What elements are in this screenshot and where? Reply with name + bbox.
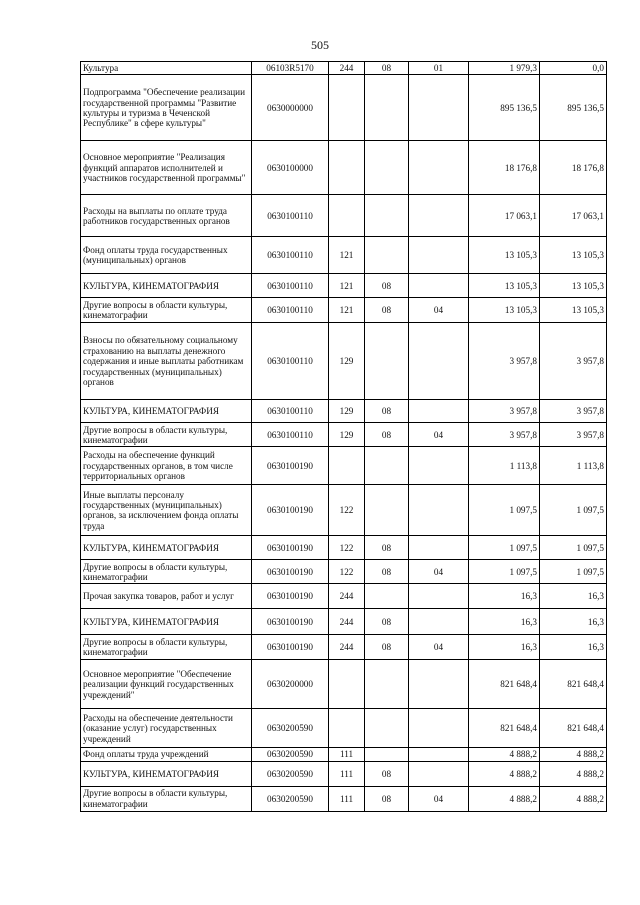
row-pr: 04	[409, 635, 469, 660]
row-pr	[409, 660, 469, 709]
row-sum2: 3 957,8	[540, 423, 607, 447]
row-vr: 244	[329, 635, 365, 660]
row-sum1: 4 888,2	[469, 748, 540, 761]
row-rz	[365, 323, 409, 400]
row-csr: 0630000000	[252, 75, 329, 141]
row-vr	[329, 141, 365, 195]
row-rz	[365, 75, 409, 141]
row-csr: 0630100110	[252, 323, 329, 400]
row-name: КУЛЬТУРА, КИНЕМАТОГРАФИЯ	[81, 609, 252, 635]
row-csr: 0630200000	[252, 660, 329, 709]
row-vr: 244	[329, 584, 365, 609]
row-rz	[365, 237, 409, 274]
row-pr	[409, 400, 469, 423]
row-sum1: 18 176,8	[469, 141, 540, 195]
row-sum2: 1 113,8	[540, 447, 607, 485]
row-sum1: 1 097,5	[469, 560, 540, 584]
row-vr: 244	[329, 62, 365, 75]
row-sum1: 1 097,5	[469, 485, 540, 536]
row-sum2: 0,0	[540, 62, 607, 75]
budget-table-body	[81, 62, 607, 812]
row-pr	[409, 536, 469, 560]
row-sum2: 4 888,2	[540, 761, 607, 786]
row-pr: 04	[409, 560, 469, 584]
row-sum1: 16,3	[469, 635, 540, 660]
row-sum2: 13 105,3	[540, 298, 607, 323]
row-rz	[365, 141, 409, 195]
row-rz: 08	[365, 423, 409, 447]
row-vr	[329, 709, 365, 748]
row-pr	[409, 584, 469, 609]
row-pr	[409, 447, 469, 485]
row-sum2: 3 957,8	[540, 400, 607, 423]
row-vr: 121	[329, 298, 365, 323]
row-csr: 0630100110	[252, 274, 329, 298]
table-row	[81, 274, 607, 298]
row-sum1: 4 888,2	[469, 786, 540, 811]
row-name: Иные выплаты персоналу государственных (муниципальных) органов, за исключением фонда оплаты труда	[81, 485, 252, 536]
row-name: Расходы на выплаты по оплате труда работников государственных органов	[81, 195, 252, 237]
row-sum1: 17 063,1	[469, 195, 540, 237]
row-sum2: 18 176,8	[540, 141, 607, 195]
table-row	[81, 748, 607, 761]
row-sum2: 16,3	[540, 609, 607, 635]
row-rz: 08	[365, 298, 409, 323]
row-pr: 04	[409, 423, 469, 447]
row-csr: 0630100110	[252, 195, 329, 237]
row-csr: 0630100190	[252, 447, 329, 485]
row-pr	[409, 195, 469, 237]
row-vr: 122	[329, 536, 365, 560]
row-pr: 04	[409, 298, 469, 323]
row-sum1: 3 957,8	[469, 400, 540, 423]
table-row	[81, 709, 607, 748]
row-csr: 0630100190	[252, 584, 329, 609]
row-vr	[329, 660, 365, 709]
row-sum1: 13 105,3	[469, 274, 540, 298]
row-name: КУЛЬТУРА, КИНЕМАТОГРАФИЯ	[81, 536, 252, 560]
row-sum1: 1 113,8	[469, 447, 540, 485]
row-sum1: 895 136,5	[469, 75, 540, 141]
row-sum2: 1 097,5	[540, 560, 607, 584]
row-sum2: 4 888,2	[540, 748, 607, 761]
row-vr: 129	[329, 423, 365, 447]
row-vr: 122	[329, 560, 365, 584]
row-rz	[365, 584, 409, 609]
row-pr: 04	[409, 786, 469, 811]
row-pr	[409, 748, 469, 761]
row-name: Фонд оплаты труда учреждений	[81, 748, 252, 761]
row-sum2: 821 648,4	[540, 709, 607, 748]
table-row	[81, 75, 607, 141]
row-name: Другие вопросы в области культуры, кинематографии	[81, 423, 252, 447]
page-number: 505	[311, 38, 329, 52]
row-rz: 08	[365, 635, 409, 660]
row-pr	[409, 323, 469, 400]
row-name: Другие вопросы в области культуры, кинематографии	[81, 786, 252, 811]
row-sum2: 3 957,8	[540, 323, 607, 400]
row-name: Другие вопросы в области культуры, кинематографии	[81, 635, 252, 660]
row-vr: 122	[329, 485, 365, 536]
row-vr	[329, 447, 365, 485]
row-csr: 0630100110	[252, 237, 329, 274]
row-csr: 0630100110	[252, 400, 329, 423]
row-sum1: 821 648,4	[469, 660, 540, 709]
table-row	[81, 485, 607, 536]
row-sum2: 16,3	[540, 635, 607, 660]
row-rz: 08	[365, 62, 409, 75]
row-name: Основное мероприятие "Обеспечение реализации функций государственных учреждений"	[81, 660, 252, 709]
row-pr	[409, 274, 469, 298]
row-rz: 08	[365, 536, 409, 560]
row-csr: 0630100190	[252, 609, 329, 635]
row-rz	[365, 485, 409, 536]
row-csr: 0630200590	[252, 709, 329, 748]
row-csr: 0630100190	[252, 635, 329, 660]
row-sum1: 1 979,3	[469, 62, 540, 75]
table-row	[81, 536, 607, 560]
row-sum1: 3 957,8	[469, 323, 540, 400]
row-name: Подпрограмма "Обеспечение реализации государственной программы "Развитие культуры и туризма в Чеченской Республике" в сфере культуры"	[81, 75, 252, 141]
row-pr	[409, 709, 469, 748]
row-csr: 0630100110	[252, 298, 329, 323]
table-row	[81, 400, 607, 423]
row-csr: 0630100190	[252, 560, 329, 584]
row-rz: 08	[365, 761, 409, 786]
row-rz: 08	[365, 560, 409, 584]
row-vr	[329, 195, 365, 237]
row-name: КУЛЬТУРА, КИНЕМАТОГРАФИЯ	[81, 761, 252, 786]
row-sum2: 16,3	[540, 584, 607, 609]
row-rz	[365, 660, 409, 709]
row-name: Другие вопросы в области культуры, кинематографии	[81, 298, 252, 323]
row-csr: 0630100110	[252, 423, 329, 447]
row-rz: 08	[365, 274, 409, 298]
row-vr: 129	[329, 323, 365, 400]
table-row	[81, 323, 607, 400]
table-row	[81, 237, 607, 274]
row-pr	[409, 761, 469, 786]
row-sum1: 13 105,3	[469, 298, 540, 323]
table-row	[81, 560, 607, 584]
table-row	[81, 786, 607, 811]
row-name: Основное мероприятие "Реализация функций аппаратов исполнителей и участников государственной программы"	[81, 141, 252, 195]
row-csr: 0630200590	[252, 761, 329, 786]
table-row	[81, 423, 607, 447]
row-vr: 129	[329, 400, 365, 423]
row-name: Расходы на обеспечение функций государственных органов, в том числе территориальных органов	[81, 447, 252, 485]
row-sum2: 4 888,2	[540, 786, 607, 811]
row-pr	[409, 237, 469, 274]
row-vr: 111	[329, 761, 365, 786]
row-name: Расходы на обеспечение деятельности (оказание услуг) государственных учреждений	[81, 709, 252, 748]
row-sum1: 13 105,3	[469, 237, 540, 274]
row-csr: 0630100190	[252, 536, 329, 560]
row-vr: 111	[329, 748, 365, 761]
row-csr: 0630100000	[252, 141, 329, 195]
table-row	[81, 584, 607, 609]
row-sum2: 13 105,3	[540, 237, 607, 274]
row-pr	[409, 141, 469, 195]
row-csr: 0630200590	[252, 748, 329, 761]
table-row	[81, 660, 607, 709]
row-sum1: 3 957,8	[469, 423, 540, 447]
row-sum2: 13 105,3	[540, 274, 607, 298]
row-sum1: 4 888,2	[469, 761, 540, 786]
row-sum1: 16,3	[469, 609, 540, 635]
row-sum1: 1 097,5	[469, 536, 540, 560]
row-vr: 121	[329, 237, 365, 274]
row-rz: 08	[365, 400, 409, 423]
row-name: Взносы по обязательному социальному страхованию на выплаты денежного содержания и иные выплаты работникам государственных (муниципальных) органов	[81, 323, 252, 400]
row-pr	[409, 75, 469, 141]
row-name: Прочая закупка товаров, работ и услуг	[81, 584, 252, 609]
row-rz: 08	[365, 786, 409, 811]
row-sum1: 821 648,4	[469, 709, 540, 748]
row-csr: 0630100190	[252, 485, 329, 536]
row-name: КУЛЬТУРА, КИНЕМАТОГРАФИЯ	[81, 400, 252, 423]
row-pr: 01	[409, 62, 469, 75]
row-vr	[329, 75, 365, 141]
row-rz	[365, 709, 409, 748]
row-name: Культура	[81, 62, 252, 75]
row-csr: 06103R5170	[252, 62, 329, 75]
row-rz	[365, 748, 409, 761]
table-row	[81, 609, 607, 635]
table-row	[81, 447, 607, 485]
row-name: Фонд оплаты труда государственных (муниципальных) органов	[81, 237, 252, 274]
row-pr	[409, 485, 469, 536]
table-row	[81, 62, 607, 75]
row-vr: 121	[329, 274, 365, 298]
budget-table	[80, 61, 607, 812]
row-sum2: 1 097,5	[540, 485, 607, 536]
row-sum2: 1 097,5	[540, 536, 607, 560]
row-sum2: 17 063,1	[540, 195, 607, 237]
row-name: Другие вопросы в области культуры, кинематографии	[81, 560, 252, 584]
row-pr	[409, 609, 469, 635]
row-sum1: 16,3	[469, 584, 540, 609]
row-vr: 111	[329, 786, 365, 811]
table-row	[81, 195, 607, 237]
row-rz	[365, 447, 409, 485]
row-vr: 244	[329, 609, 365, 635]
table-row	[81, 298, 607, 323]
row-name: КУЛЬТУРА, КИНЕМАТОГРАФИЯ	[81, 274, 252, 298]
table-row	[81, 635, 607, 660]
row-rz	[365, 195, 409, 237]
table-row	[81, 761, 607, 786]
row-rz: 08	[365, 609, 409, 635]
row-csr: 0630200590	[252, 786, 329, 811]
row-sum2: 895 136,5	[540, 75, 607, 141]
table-row	[81, 141, 607, 195]
row-sum2: 821 648,4	[540, 660, 607, 709]
